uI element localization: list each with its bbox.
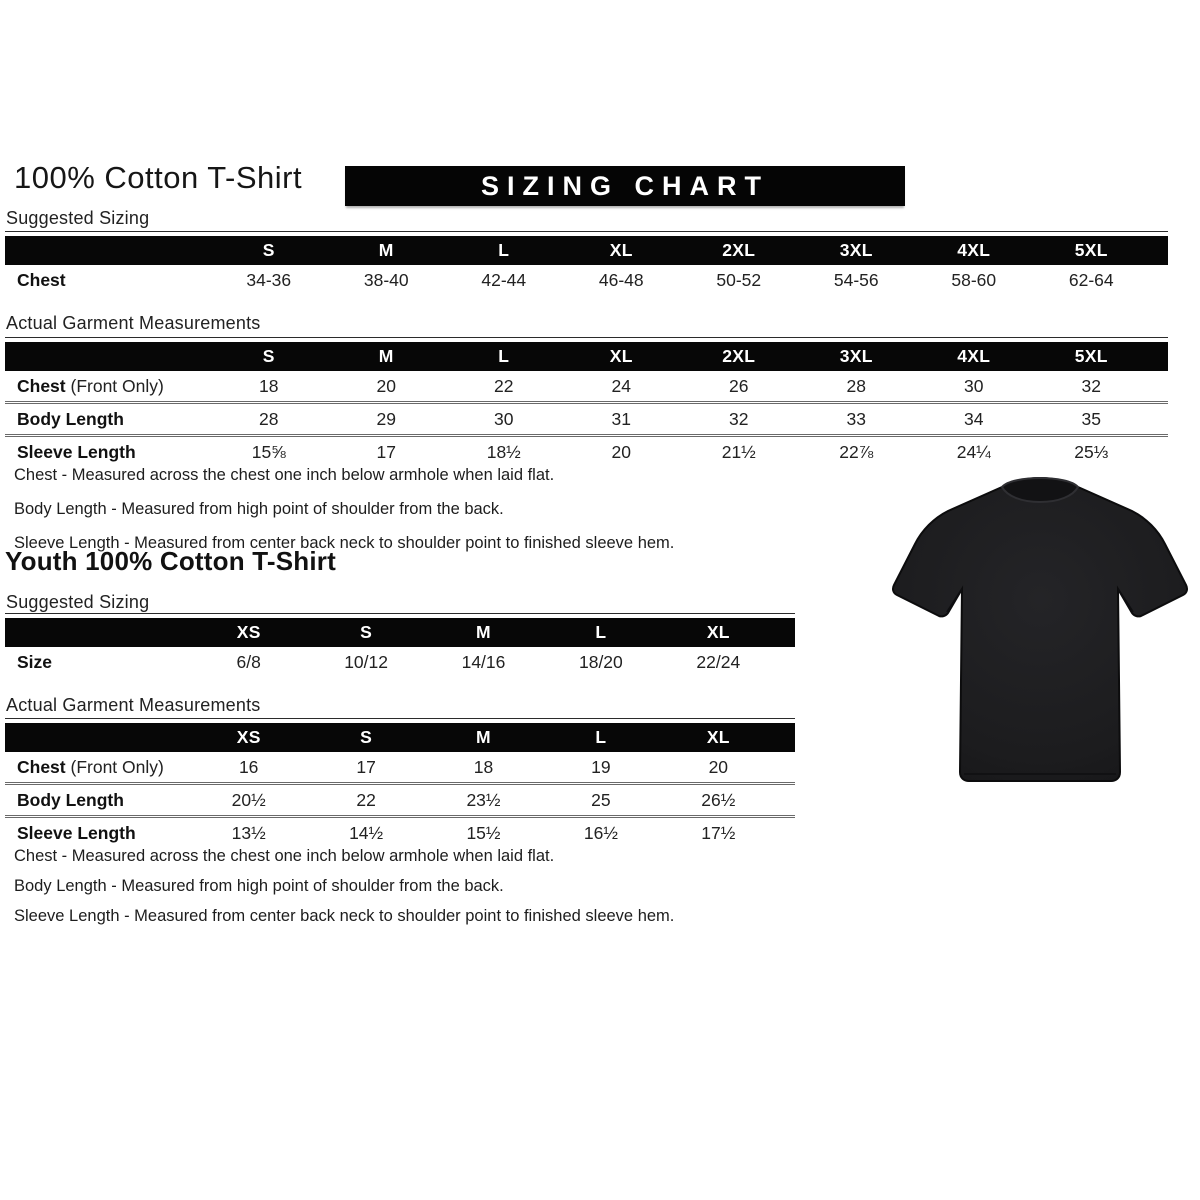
size-column-header: XL <box>609 346 633 366</box>
size-header-row <box>5 342 1168 371</box>
size-column-header: 5XL <box>1074 240 1108 260</box>
size-column-header: S <box>262 346 275 366</box>
row-label: Body Length <box>17 789 124 810</box>
size-column-header: 3XL <box>839 346 873 366</box>
page-title: 100% Cotton T-Shirt <box>14 160 303 195</box>
measurement-value: 19 <box>591 756 611 777</box>
note-sleeve-length: Sleeve Length - Measured from center back neck to shoulder point to finished sleeve hem. <box>14 534 675 552</box>
note-chest: Chest - Measured across the chest one inch below armhole when laid flat. <box>14 847 555 865</box>
measurement-row <box>5 785 795 818</box>
note-body-length: Body Length - Measured from high point of shoulder from the back. <box>14 877 504 895</box>
measurement-value: 24¼ <box>956 441 991 462</box>
measurement-value: 25⅓ <box>1074 441 1109 462</box>
measurement-value: 32 <box>1081 375 1101 396</box>
size-column-header: 4XL <box>957 240 991 260</box>
size-column-header: L <box>498 346 510 366</box>
row-label-suffix: (Front Only) <box>65 756 164 777</box>
measurement-value: 21½ <box>721 441 756 462</box>
measurement-value: 6/8 <box>236 651 261 672</box>
row-label-suffix: (Front Only) <box>65 375 164 396</box>
measurement-value: 33 <box>846 408 866 429</box>
measurement-row <box>5 371 1168 404</box>
row-label: Body Length <box>17 408 124 429</box>
size-column-header: S <box>360 622 373 642</box>
measurement-value: 23½ <box>466 789 501 810</box>
row-label: Chest (Front Only) <box>17 756 164 777</box>
measurement-value: 29 <box>376 408 396 429</box>
size-column-header: 2XL <box>722 346 756 366</box>
size-column-header: 4XL <box>957 346 991 366</box>
size-column-header: M <box>476 622 491 642</box>
row-label: Sleeve Length <box>17 822 136 843</box>
size-column-header: S <box>360 727 373 747</box>
size-column-header: 5XL <box>1074 346 1108 366</box>
measurement-value: 20 <box>708 756 729 777</box>
size-column-header: M <box>378 346 394 366</box>
measurement-value: 10/12 <box>344 651 388 672</box>
table-top-rule <box>5 231 1168 232</box>
measurement-value: 18/20 <box>578 651 623 672</box>
measurement-value: 17 <box>376 441 396 462</box>
measurement-value: 25 <box>591 789 611 810</box>
note-body-length: Body Length - Measured from high point of shoulder from the back. <box>14 500 504 518</box>
measurement-value: 34 <box>964 408 984 429</box>
size-column-header: 2XL <box>722 240 756 260</box>
youth-suggested-sizing-label: Suggested Sizing <box>6 592 150 612</box>
measurement-value: 22 <box>356 789 376 810</box>
size-column-header: M <box>476 727 491 747</box>
measurement-value: 42-44 <box>481 269 527 290</box>
measurement-value: 31 <box>611 408 631 429</box>
row-label: Size <box>17 651 53 672</box>
youth-suggested-sizing-table <box>5 613 795 677</box>
adult-actual-measurements-table <box>5 337 1168 467</box>
measurement-value: 22 <box>494 375 514 396</box>
measurement-value: 22/24 <box>696 651 741 672</box>
youth-section-title: Youth 100% Cotton T-Shirt <box>5 546 336 576</box>
measurement-value: 38-40 <box>363 269 409 290</box>
measurement-value: 54-56 <box>833 269 879 290</box>
size-column-header: XL <box>706 727 730 747</box>
measurement-value: 62-64 <box>1068 269 1114 290</box>
measurement-value: 30 <box>964 375 984 396</box>
measurement-row <box>5 265 1168 295</box>
measurement-value: 22⅞ <box>839 441 874 462</box>
size-column-header: XS <box>236 622 261 642</box>
measurement-value: 24 <box>611 375 631 396</box>
size-column-header: S <box>262 240 275 260</box>
measurement-value: 17 <box>356 756 376 777</box>
measurement-value: 46-48 <box>598 269 644 290</box>
size-column-header: 3XL <box>839 240 873 260</box>
size-column-header: L <box>595 622 607 642</box>
adult-measurement-notes <box>14 458 674 560</box>
note-chest: Chest - Measured across the chest one inch below armhole when laid flat. <box>14 466 555 484</box>
measurement-value: 13½ <box>231 822 266 843</box>
sizing-chart-banner: SIZING CHART <box>345 166 905 206</box>
row-label: Chest <box>17 269 66 290</box>
measurement-row <box>5 404 1168 437</box>
measurement-value: 15⅝ <box>251 441 286 462</box>
measurement-value: 18 <box>259 375 279 396</box>
adult-suggested-sizing-label: Suggested Sizing <box>6 208 150 228</box>
measurement-value: 26 <box>729 375 749 396</box>
measurement-row <box>5 647 795 677</box>
measurement-value: 58-60 <box>951 269 997 290</box>
size-header-row <box>5 723 795 752</box>
measurement-value: 17½ <box>701 822 736 843</box>
youth-actual-measurements-table <box>5 718 795 848</box>
tshirt-image <box>885 468 1195 808</box>
row-label: Sleeve Length <box>17 441 136 462</box>
measurement-value: 20 <box>611 441 631 462</box>
adult-suggested-sizing-table <box>5 231 1168 295</box>
measurement-value: 14½ <box>349 822 384 843</box>
measurement-value: 26½ <box>701 789 736 810</box>
measurement-value: 15½ <box>466 822 501 843</box>
measurement-value: 18½ <box>486 441 521 462</box>
size-header-row <box>5 618 795 647</box>
measurement-value: 20 <box>376 375 396 396</box>
measurement-value: 28 <box>259 408 279 429</box>
size-column-header: XS <box>236 727 261 747</box>
measurement-value: 16 <box>238 756 259 777</box>
size-column-header: XL <box>609 240 633 260</box>
measurement-value: 30 <box>494 408 514 429</box>
size-column-header: XL <box>706 622 730 642</box>
youth-actual-measurements-label: Actual Garment Measurements <box>6 695 261 715</box>
measurement-value: 35 <box>1081 408 1101 429</box>
measurement-value: 28 <box>846 375 866 396</box>
size-column-header: M <box>378 240 394 260</box>
row-label: Chest (Front Only) <box>17 375 164 396</box>
measurement-row <box>5 752 795 785</box>
note-sleeve-length: Sleeve Length - Measured from center back neck to shoulder point to finished sleeve hem. <box>14 907 675 925</box>
measurement-value: 14/16 <box>461 651 506 672</box>
measurement-value: 18 <box>473 756 494 777</box>
measurement-value: 16½ <box>583 822 618 843</box>
size-column-header: L <box>595 727 607 747</box>
table-top-rule <box>5 613 795 614</box>
size-header-row <box>5 236 1168 265</box>
size-column-header: L <box>498 240 510 260</box>
adult-actual-measurements-label: Actual Garment Measurements <box>6 313 261 333</box>
youth-measurement-notes <box>14 841 674 931</box>
measurement-value: 50-52 <box>716 269 762 290</box>
black-tshirt-graphic <box>885 468 1195 808</box>
measurement-value: 20½ <box>231 789 266 810</box>
measurement-value: 34-36 <box>246 269 292 290</box>
table-top-rule <box>5 718 795 719</box>
table-top-rule <box>5 337 1168 338</box>
measurement-value: 32 <box>729 408 749 429</box>
